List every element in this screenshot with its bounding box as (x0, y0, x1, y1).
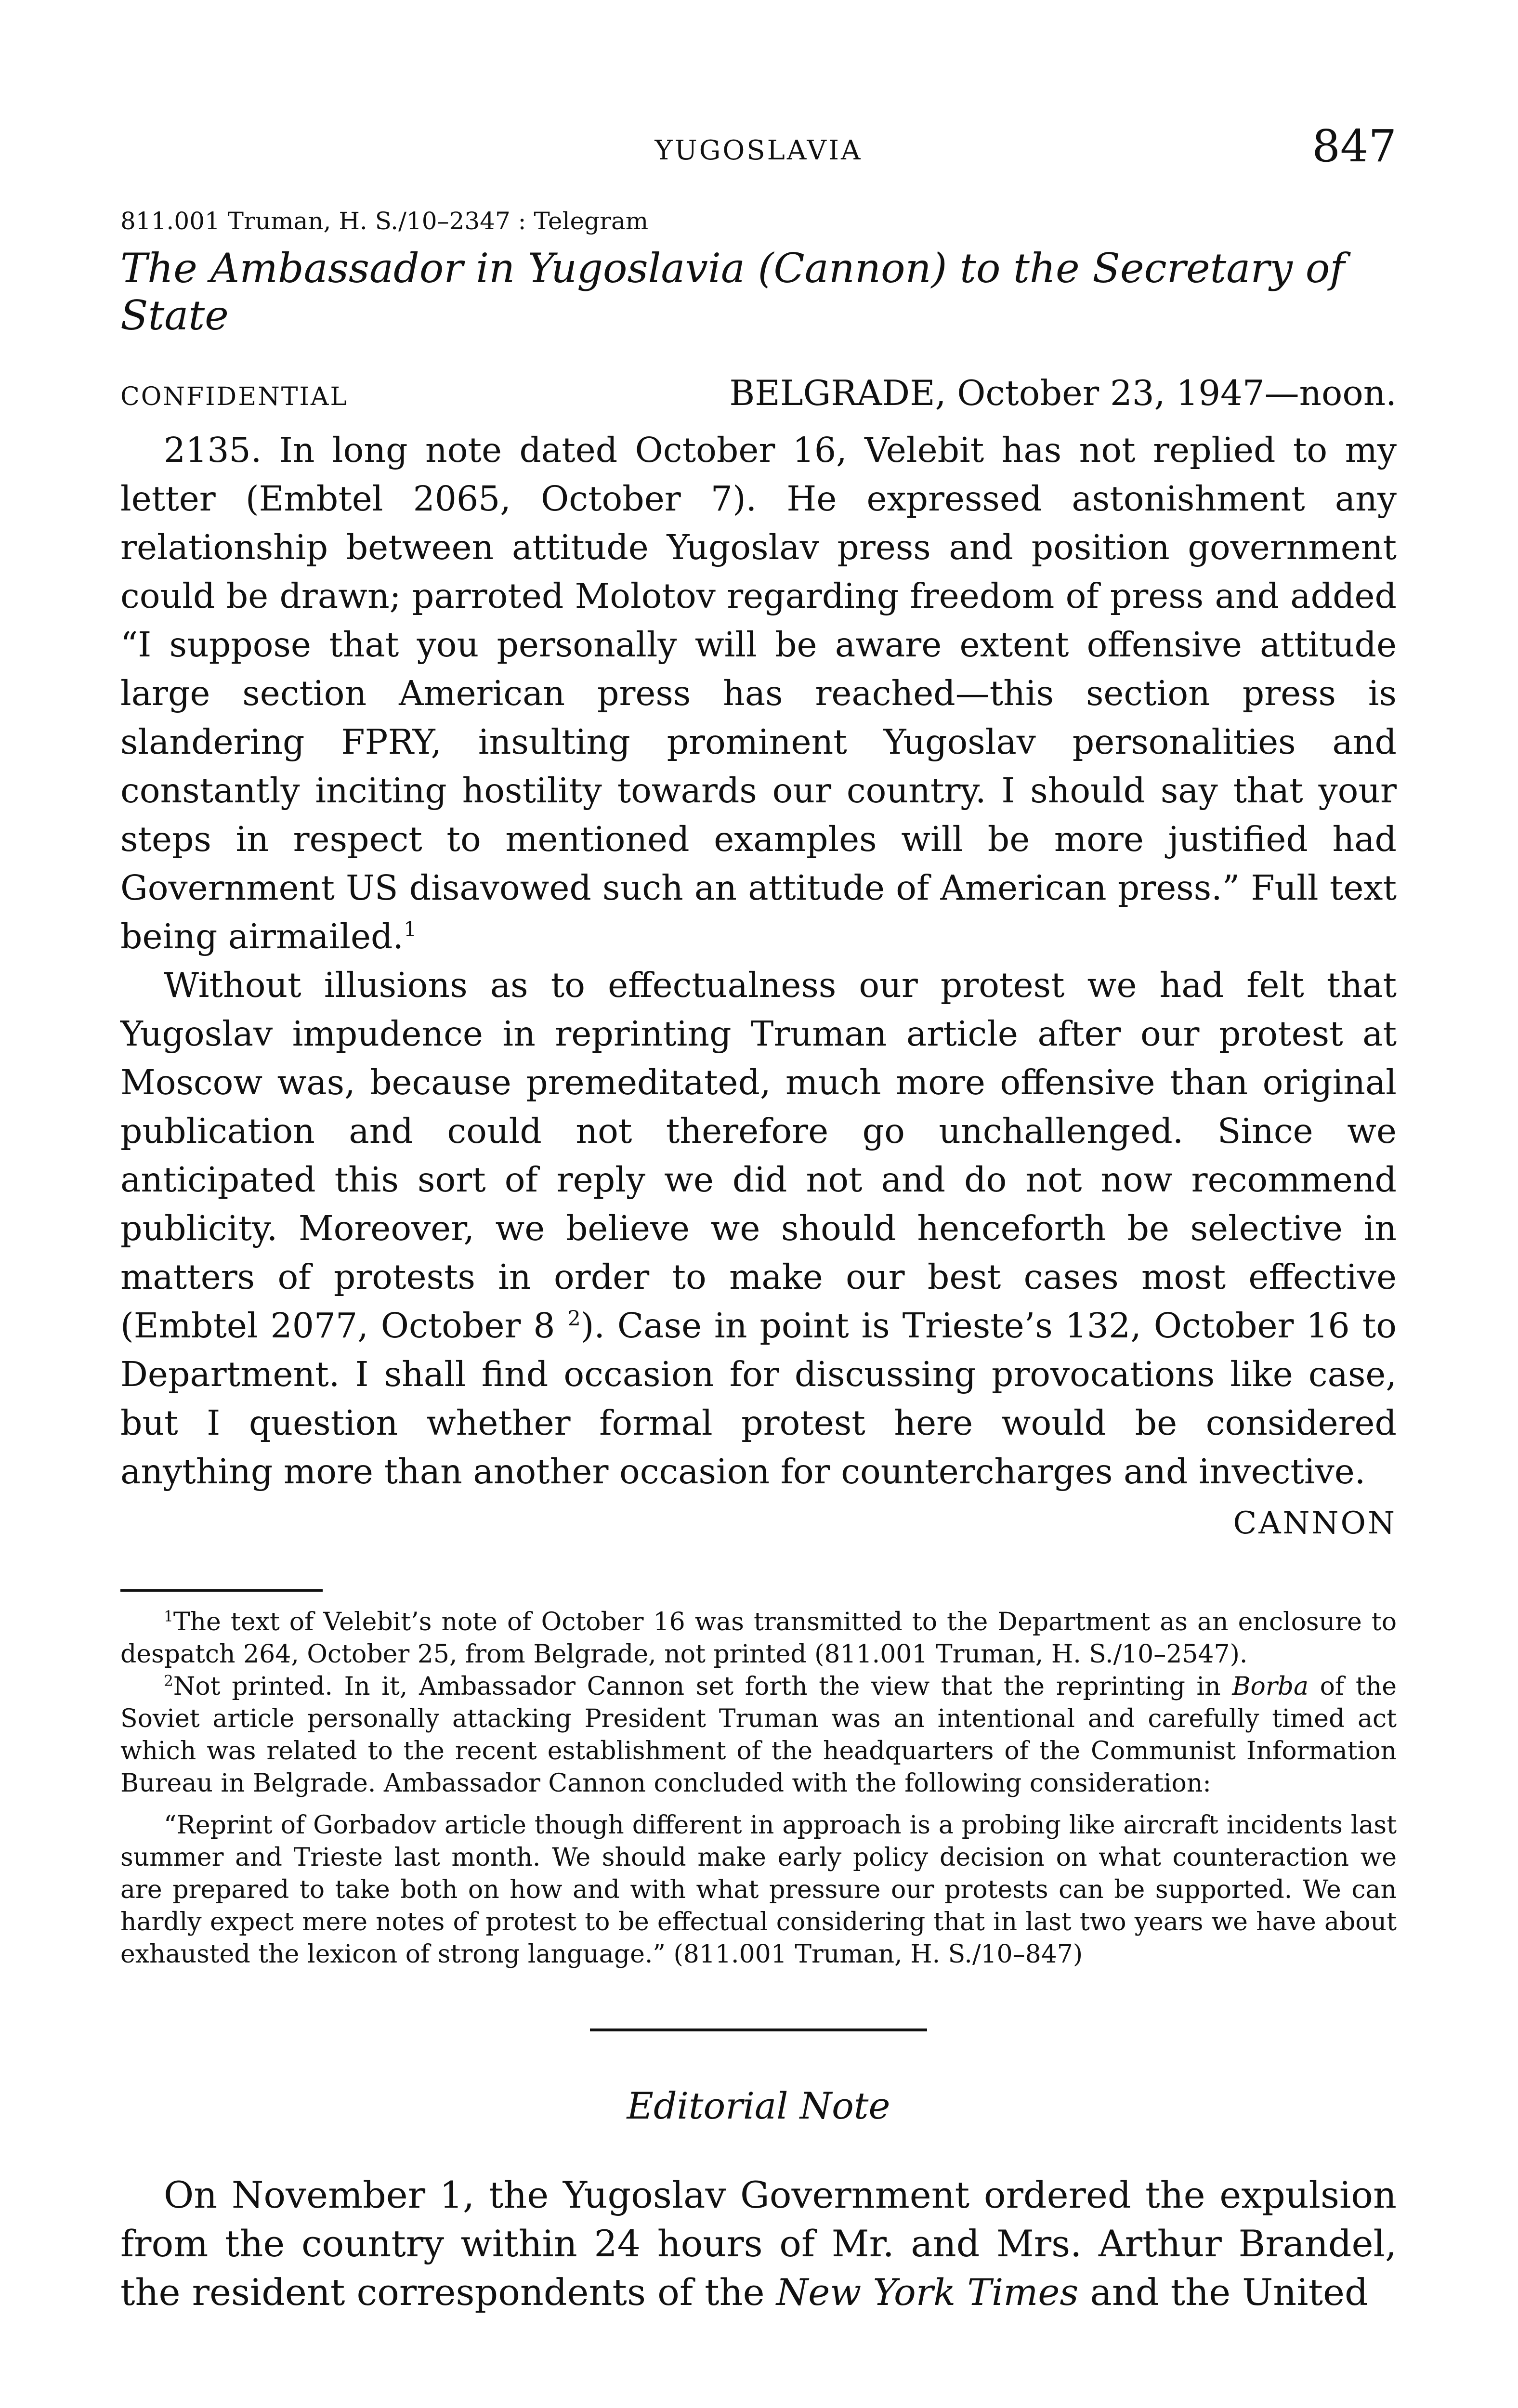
paragraph-1 (120, 426, 1397, 961)
dateline-row (120, 373, 1397, 426)
document-title: The Ambassador in Yugoslavia (Cannon) to the Secretary of State (120, 245, 1345, 339)
paragraph-2-text-a: Without illusions as to effectualness our protest we had felt that Yugoslav impudence in reprinting Truman article after our protest at Moscow was, because premeditated, much more offensive than original publication and could not therefore go unchallenged. Since we anticipated this sort of reply we did not and do not now recommend publicity. Moreover, we believe we should henceforth be selective in matters of protests in order to make our best cases most effective (Embtel 2077, October 8 (120, 965, 1397, 1346)
footnote-2 (120, 1671, 1397, 1800)
footnote-2-mark: 2 (164, 1672, 173, 1690)
file-reference: 811.001 Truman, H. S./10–2347 : Telegram (120, 207, 649, 235)
editorial-note-title: Editorial Note (627, 2084, 890, 2127)
document-page (120, 120, 1397, 2316)
footnote-reference-1: 1 (404, 917, 417, 942)
classification-label: CONFIDENTIAL (120, 382, 348, 411)
paragraph-2 (120, 961, 1397, 1496)
footnote-1 (120, 1606, 1397, 1671)
section-divider (590, 2028, 927, 2031)
footnote-divider (120, 1589, 323, 1592)
footnote-2-text-b: of the Soviet article personally attacking President Truman was an intentional and carefully timed act which was related to the recent establishment of the headquarters of the Communist Information Bureau in Belgrade. Ambassador Cannon concluded with the following consideration: (120, 1672, 1397, 1798)
signature: CANNON (1233, 1505, 1397, 1541)
paragraph-1-text: 2135. In long note dated October 16, Velebit has not replied to my letter (Embtel 2065, October 7). He expressed astonishment any relationship between attitude Yugoslav press and position government could be drawn; parroted Molotov regarding freedom of press and added “I suppose that you personally will be aware extent offensive attitude large section American press has reached—this section press is slandering FPRY, insulting prominent Yugoslav personalities and constantly inciting hostility towards our country. I should say that your steps in respect to mentioned examples will be more justified had Government US disavowed such an attitude of American press.” Full text being airmailed. (120, 430, 1397, 956)
editorial-note-text-a: On November 1, the Yugoslav Government ordered the expulsion from the country within 24 hours of Mr. and Mrs. Arthur Brandel, the resident correspondents of the (120, 2173, 1397, 2314)
editorial-note-italic: New York Times (776, 2271, 1079, 2314)
footnote-2-text-a: Not printed. In it, Ambassador Cannon set forth the view that the reprinting in (173, 1672, 1232, 1701)
footnote-reference-2: 2 (567, 1307, 581, 1331)
editorial-note-text-b: and the United (1078, 2271, 1368, 2314)
telegram-body (120, 426, 1397, 1496)
running-head (120, 120, 1397, 178)
footnote-2-italic: Borba (1232, 1672, 1309, 1701)
running-title: YUGOSLAVIA (654, 135, 863, 166)
dateline: BELGRADE, October 23, 1947—noon. (729, 373, 1397, 413)
editorial-note-body (120, 2171, 1397, 2316)
footnote-1-text: The text of Velebit’s note of October 16 was transmitted to the Department as an enclosure to despatch 264, October 25, from Belgrade, not printed (811.001 Truman, H. S./10–2547). (120, 1608, 1397, 1669)
footnotes (120, 1606, 1397, 1971)
footnote-2-quote: “Reprint of Gorbadov article though different in approach is a probing like aircraft incidents last summer and Trieste last month. We should make early policy decision on what counteraction we are prepared to take both on how and with what pressure our protests can be supported. We can hardly expect mere notes of protest to be effectual considering that in last two years we have about exhausted the lexicon of strong language.” (811.001 Truman, H. S./10–847) (120, 1811, 1397, 1969)
page-number: 847 (1312, 120, 1397, 172)
editorial-note-paragraph (120, 2171, 1397, 2316)
paragraph-2-text-b: ). Case in point is Trieste’s 132, October 16 to Department. I shall find occasion for discussing provocations like case, but I question whether formal protest here would be considered anything more than another occasion for countercharges and invective. (120, 1306, 1397, 1492)
footnote-1-mark: 1 (164, 1608, 173, 1625)
